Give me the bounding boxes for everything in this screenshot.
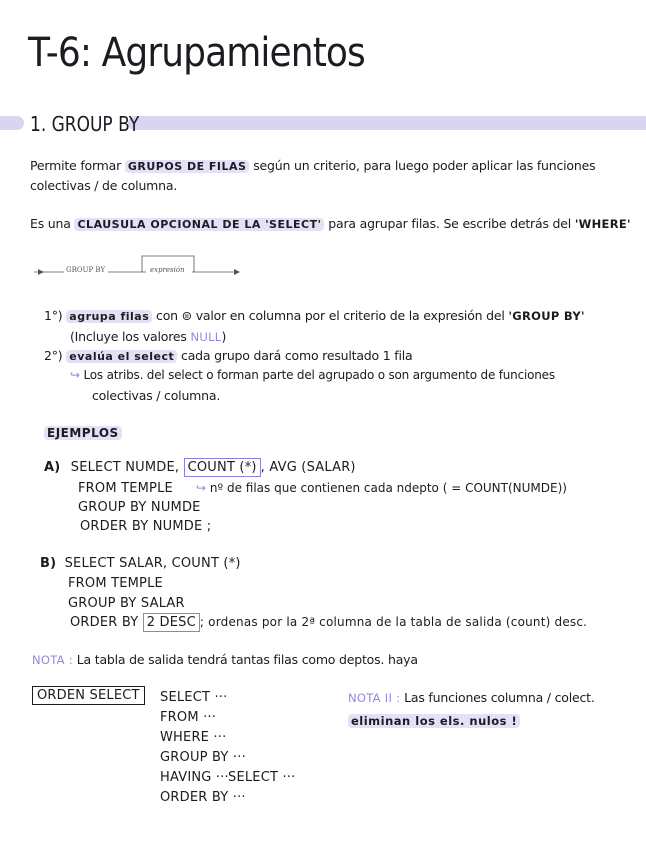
examples-heading: [44, 422, 122, 441]
example-a-note: [196, 481, 567, 495]
code-text: , AVG (SALAR): [260, 460, 356, 475]
example-b-line-3: GROUP BY SALAR: [68, 596, 185, 611]
curved-arrow-icon: ↪: [70, 368, 80, 382]
nota2-highlight: eliminan los els. nulos !: [348, 714, 520, 728]
note-text: nº de filas que contienen cada ndepto ( = COUNT(NUMDE)): [209, 481, 567, 495]
group-by-keyword: 'GROUP BY': [508, 309, 585, 323]
example-a-line-1: [44, 460, 356, 475]
intro-line-1: [30, 158, 595, 173]
step-2-sub-1: [70, 368, 555, 382]
orden-item-having: HAVING ···: [160, 770, 229, 785]
orden-item-group-by: GROUP BY ···: [160, 750, 246, 765]
nota2-label: NOTA II :: [348, 691, 401, 705]
step-1-sub: [70, 329, 226, 344]
step-2-sub-2: colectivas / columna.: [92, 388, 221, 403]
example-b-label: B): [40, 556, 57, 571]
step-text: cada grupo dará como resultado 1 fila: [181, 348, 413, 363]
example-a-line-2: FROM TEMPLE: [78, 481, 173, 496]
curved-arrow-icon: ↪: [196, 481, 207, 495]
section-bar-left: [0, 116, 24, 130]
intro-line-3: [30, 216, 631, 231]
code-text: SELECT NUMDE,: [70, 460, 180, 475]
highlight-grupos-de-filas: GRUPOS DE FILAS: [125, 160, 250, 173]
example-a-line-4: ORDER BY NUMDE ;: [80, 519, 212, 534]
nota-text: La tabla de salida tendrá tantas filas como deptos. haya: [76, 652, 418, 667]
intro-line-2: colectivas / de columna.: [30, 178, 178, 193]
page-title: T-6: Agrupamientos: [28, 30, 365, 76]
nota2-text: Las funciones columna / colect.: [404, 690, 595, 705]
nota2-line-1: [348, 690, 595, 705]
orden-item-select: SELECT ···: [160, 690, 228, 705]
code-text: SELECT SALAR, COUNT (*): [64, 556, 241, 571]
example-a-line-3: GROUP BY NUMDE: [78, 500, 201, 515]
highlight-agrupa-filas: agrupa filas: [66, 310, 152, 323]
intro-text: Es una: [30, 216, 71, 231]
section-title: 1. GROUP BY: [30, 112, 140, 136]
section-bar-right: [128, 116, 646, 130]
orden-select-label: ORDEN SELECT: [32, 686, 145, 705]
example-b-line-4: [70, 615, 587, 630]
count-box: COUNT (*): [184, 458, 261, 477]
intro-text: según un criterio, para luego poder aplicar las funciones: [253, 158, 596, 173]
step-text: con ⊜ valor en columna por el criterio de la expresión del: [156, 308, 505, 323]
step-2: [44, 348, 413, 363]
diagram-group-by-label: GROUP BY: [66, 266, 106, 274]
code-text: ORDER BY: [70, 615, 139, 630]
step-number: 2°): [44, 348, 63, 363]
desc-box: 2 DESC: [143, 613, 200, 632]
intro-text: para agrupar filas. Se escribe detrás del: [328, 216, 572, 231]
null-keyword: NULL: [190, 330, 222, 344]
example-b-line-2: FROM TEMPLE: [68, 576, 163, 591]
step-text: Los atribs. del select o forman parte del agrupado o son argumento de funciones: [83, 368, 555, 382]
orden-item-from: FROM ···: [160, 710, 217, 725]
diagram-expresion-label: expresión: [150, 266, 185, 274]
highlight-clausula-opcional: CLAUSULA OPCIONAL DE LA 'SELECT': [74, 218, 324, 231]
where-keyword: 'WHERE': [574, 217, 631, 231]
nota2-line-2: [348, 710, 520, 729]
orden-item-order-by: ORDER BY ···: [160, 790, 246, 805]
step-text: (Incluye los valores: [70, 329, 187, 344]
orden-item-where: WHERE ···: [160, 730, 227, 745]
nota-label: NOTA :: [32, 653, 73, 667]
examples-label: EJEMPLOS: [44, 426, 122, 440]
note-text: ; ordenas por la 2ª columna de la tabla de salida (count) desc.: [199, 615, 588, 629]
highlight-evalua-select: evalúa el select: [66, 350, 177, 363]
step-1: [44, 308, 585, 323]
group-by-syntax-diagram: [34, 250, 244, 278]
nota-line: [32, 652, 418, 667]
example-a-label: A): [44, 460, 61, 475]
example-b-line-1: [40, 556, 241, 571]
step-text: ): [221, 329, 227, 344]
orden-item-having-select: SELECT ···: [228, 770, 296, 785]
step-number: 1°): [44, 308, 63, 323]
intro-text: Permite formar: [30, 158, 122, 173]
